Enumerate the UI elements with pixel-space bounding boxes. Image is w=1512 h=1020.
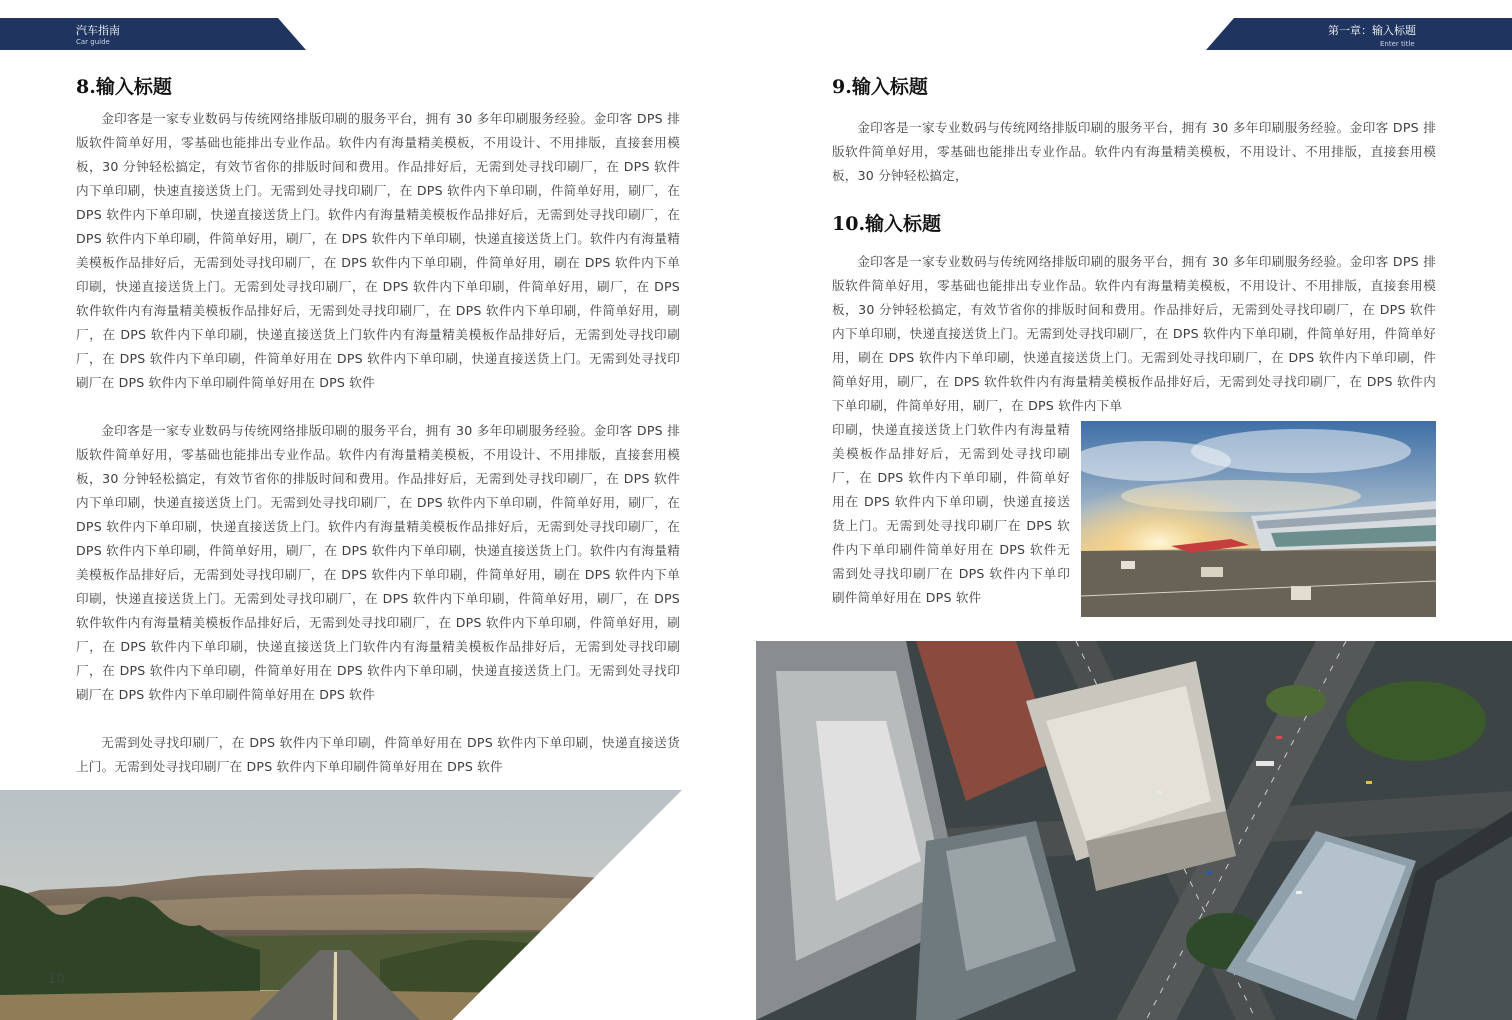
page-number: 10 — [48, 972, 65, 987]
body-paragraph: 金印客是一家专业数码与传统网络排版印刷的服务平台，拥有 30 多年印刷服务经验。金印客 DPS 排版软件简单好用，零基础也能排出专业作品。软件内有海量精美模板，不用设计、不用排版，直接套用模板，30 分钟轻松搞定，有效节省你的排版时间和费用。作品排好后，无需到处寻找印刷厂，在 DPS 软件内下单印刷，快速直接送货上门。无需到处寻找印刷厂，在 DPS 软件内下单印刷，件简单好用，刷厂，在 DPS 软件内下单印刷，快递直接送货上门。软件内有海量精美模板作品排好后，无需到处寻找印刷厂，在 DPS 软件内下单印刷，件简单好用，刷厂，在 DPS 软件内下单印刷，快递直接送货上门。软件内有海量精美模板作品排好后，无需到处寻找印刷厂，在 DPS 软件内下单印刷，件简单好用，刷在 DPS 软件内下单印刷，快递直接送货上门。无需到处寻找印刷厂，在 DPS 软件内下单印刷，件简单好用，刷厂，在 DPS 软件软件内有海量精美模板作品排好后，无需到处寻找印刷厂，在 DPS 软件内下单印刷，件简单好用，刷厂，在 DPS 软件内下单印刷，快递直接送货上门软件内有海量精美模板作品排好后，无需到处寻找印刷厂，在 DPS 软件内下单印刷，件简单好用在 DPS 软件内下单印刷，快递直接送货上门。无需到处寻找印刷厂在 DPS 软件内下单印刷件简单好用在 DPS 软件 — [76, 111, 680, 390]
body-paragraph: 金印客是一家专业数码与传统网络排版印刷的服务平台，拥有 30 多年印刷服务经验。金印客 DPS 排版软件简单好用，零基础也能排出专业作品。软件内有海量精美模板，不用设计、不用排版，直接套用模板，30 分钟轻松搞定， — [832, 120, 1436, 183]
header-title: 汽车指南 — [76, 24, 120, 37]
header-subtitle: Car guide — [76, 38, 110, 46]
header-subtitle: Enter title — [1380, 40, 1415, 48]
right-page — [756, 0, 1512, 1020]
body-paragraph: 金印客是一家专业数码与传统网络排版印刷的服务平台，拥有 30 多年印刷服务经验。金印客 DPS 排版软件简单好用，零基础也能排出专业作品。软件内有海量精美模板，不用设计、不用排版，直接套用模板，30 分钟轻松搞定，有效节省你的排版时间和费用。作品排好后，无需到处寻找印刷厂，在 DPS 软件内下单印刷，快递直接送货上门。无需到处寻找印刷厂，在 DPS 软件内下单印刷，件简单好用，件简单好用，刷在 DPS 软件内下单印刷，快递直接送货上门。无需到处寻找印刷厂，在 DPS 软件内下单印刷，件简单好用，刷厂，在 DPS 软件软件内有海量精美模板作品排好后，无需到处寻找印刷厂，在 DPS 软件内下单印刷，件简单好用，刷厂，在 DPS 软件内下单 — [832, 254, 1436, 413]
section-heading: 10.输入标题 — [832, 213, 942, 235]
section-heading: 8.输入标题 — [76, 76, 172, 98]
body-paragraph-wrapped: 印刷，快递直接送货上门软件内有海量精美模板作品排好后，无需到处寻找印刷厂，在 DPS 软件内下单印刷，件简单好用在 DPS 软件内下单印刷，快递直接送货上门。无需到处寻找印刷厂在 DPS 软件内下单印刷件简单好用在 DPS 软件无需到处寻找印刷厂在 DPS 软件内下单印刷件简单好用在 DPS 软件 — [832, 422, 1070, 605]
road-landscape-photo — [0, 790, 682, 1020]
body-paragraph: 金印客是一家专业数码与传统网络排版印刷的服务平台，拥有 30 多年印刷服务经验。金印客 DPS 排版软件简单好用，零基础也能排出专业作品。软件内有海量精美模板，不用设计、不用排版，直接套用模板，30 分钟轻松搞定，有效节省你的排版时间和费用。作品排好后，无需到处寻找印刷厂，在 DPS 软件内下单印刷，快递直接送货上门。无需到处寻找印刷厂，在 DPS 软件内下单印刷，件简单好用，刷厂，在 DPS 软件内下单印刷，快递直接送货上门。软件内有海量精美模板作品排好后，无需到处寻找印刷厂，在 DPS 软件内下单印刷，件简单好用，刷厂，在 DPS 软件内下单印刷，快递直接送货上门。软件内有海量精美模板作品排好后，无需到处寻找印刷厂，在 DPS 软件内下单印刷，件简单好用，刷在 DPS 软件内下单印刷，快递直接送货上门。无需到处寻找印刷厂，在 DPS 软件内下单印刷，件简单好用，刷厂，在 DPS 软件软件内有海量精美模板作品排好后，无需到处寻找印刷厂，在 DPS 软件内下单印刷，件简单好用，刷厂，在 DPS 软件内下单印刷，快递直接送货上门软件内有海量精美模板作品排好后，无需到处寻找印刷厂，在 DPS 软件内下单印刷，件简单好用在 DPS 软件内下单印刷，快递直接送货上门。无需到处寻找印刷厂在 DPS 软件内下单印刷件简单好用在 DPS 软件 — [76, 423, 680, 702]
body-paragraph: 无需到处寻找印刷厂，在 DPS 软件内下单印刷，件简单好用在 DPS 软件内下单印刷，快递直接送货上门。无需到处寻找印刷厂在 DPS 软件内下单印刷件简单好用在 DPS 软件 — [76, 735, 680, 774]
section-heading: 9.输入标题 — [832, 76, 928, 98]
header-band — [0, 18, 306, 50]
header-title: 第一章：输入标题 — [1328, 24, 1416, 37]
aerial-city-photo — [756, 641, 1512, 1020]
airport-sunset-photo — [1081, 421, 1436, 617]
